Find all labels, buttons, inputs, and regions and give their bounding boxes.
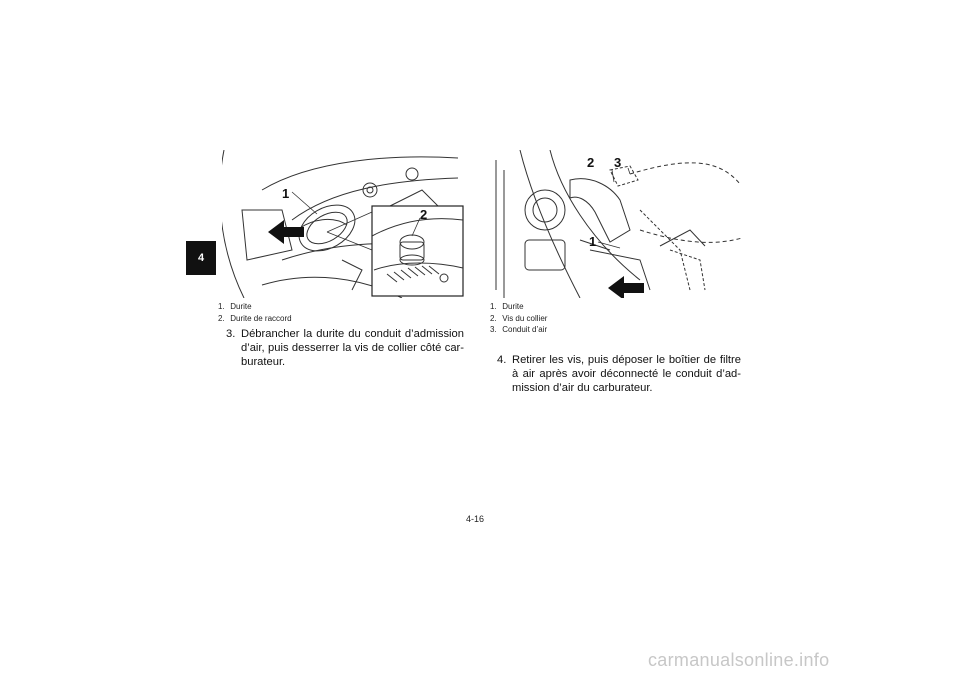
- figure-hose-connection: [222, 150, 466, 298]
- legend-item: 1. Durite: [490, 302, 524, 311]
- watermark: carmanualsonline.info: [648, 650, 830, 670]
- figure-right-illustration: [490, 150, 742, 298]
- step-4: 4. Retirer les vis, puis déposer le boîtier de filtre à air après avoir déconnecté le conduit d’ad- mission d’air du carburateur.: [497, 354, 741, 394]
- callout-1: 1: [589, 234, 597, 249]
- legend-item: 3. Conduit d’air: [490, 325, 548, 334]
- callout-1: 1: [282, 186, 290, 201]
- figure-left-illustration: [222, 150, 466, 298]
- figure-air-duct: [490, 150, 742, 298]
- legend-item: 1. Durite: [218, 302, 252, 311]
- step-3: 3. Débrancher la durite du conduit d’admission d’air, puis desserrer la vis de collier côté car- burateur.: [226, 328, 464, 368]
- legend-right: [490, 301, 547, 336]
- callout-2: 2: [587, 155, 595, 170]
- page-number: 4-16: [466, 514, 485, 524]
- callout-3: 3: [614, 155, 622, 170]
- legend-item: 2. Durite de raccord: [218, 313, 292, 323]
- legend-left: [218, 301, 292, 324]
- chapter-tab: 4: [186, 241, 216, 275]
- callout-2: 2: [420, 207, 428, 222]
- legend-item: 2. Vis du collier: [490, 313, 548, 323]
